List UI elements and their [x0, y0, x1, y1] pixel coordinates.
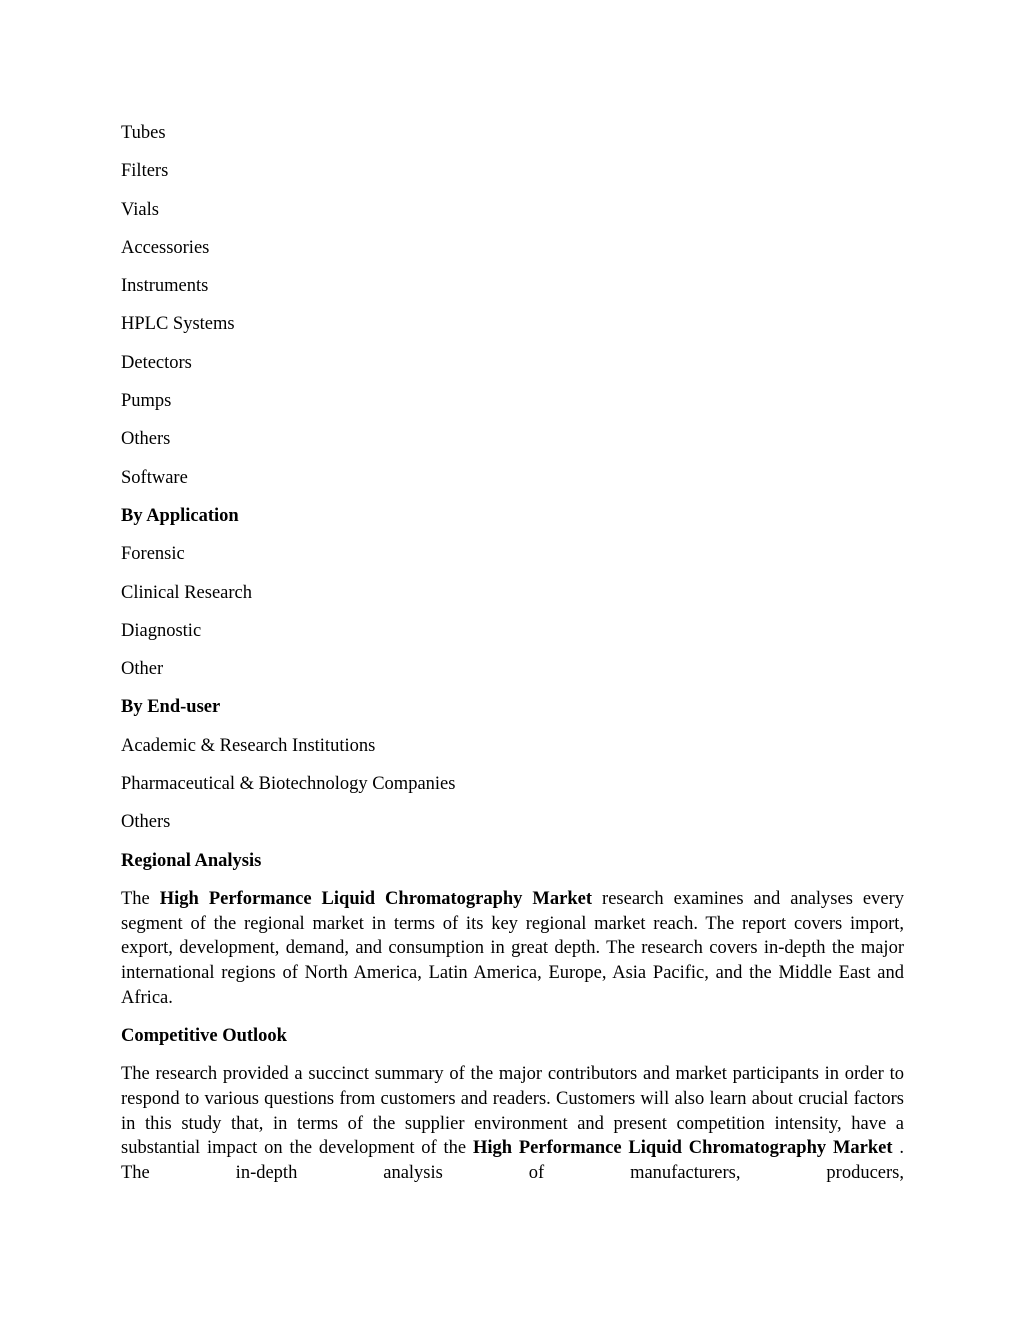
competitive-market-name: High Performance Liquid Chromatography Market	[472, 1138, 900, 1159]
list-item: Accessories	[121, 237, 210, 258]
regional-text-body: research examines and analyses every segment of the regional market in terms of its key regional market reach. The report covers import, export, development, demand, and consumption in great depth. The research covers in-depth the major international regions of North America, Latin America, Europe, Asia Pacific, and the Middle East and Africa.	[121, 888, 904, 1008]
section-heading-by-end-user: By End-user	[121, 697, 221, 718]
list-item: Others	[121, 812, 171, 833]
section-heading-regional-analysis: Regional Analysis	[121, 850, 262, 871]
list-item: Pumps	[121, 391, 172, 412]
section-heading-by-application: By Application	[121, 505, 239, 526]
list-item: Instruments	[121, 276, 209, 297]
list-item: Tubes	[121, 123, 166, 143]
competitive-text-body: The research provided a succinct summary of the major contributors and market participants in order to respond to various questions from customers and readers. Customers will also learn about crucial factors in this study that, in terms of the supplier environment and present competition intensity, have a substantial impact on the development of the	[121, 1064, 904, 1159]
list-item: HPLC Systems	[121, 314, 235, 335]
competitive-text-tail: . The in-depth analysis of manufacturers, producers,	[121, 1138, 904, 1184]
list-item: Other	[121, 659, 164, 680]
section-heading-competitive-outlook: Competitive Outlook	[121, 1026, 287, 1047]
list-item: Detectors	[121, 352, 192, 373]
regional-text-prefix: The	[121, 888, 160, 909]
list-item: Vials	[121, 199, 159, 220]
competitive-outlook-paragraph	[121, 1062, 904, 1186]
list-item: Academic & Research Institutions	[121, 735, 376, 756]
list-item: Pharmaceutical & Biotechnology Companies	[121, 774, 456, 795]
regional-market-name: High Performance Liquid Chromatography Market	[159, 888, 603, 909]
list-item: Clinical Research	[121, 582, 252, 603]
list-item: Forensic	[121, 544, 185, 565]
regional-analysis-paragraph	[121, 887, 904, 1011]
list-item: Software	[121, 467, 188, 488]
list-item: Diagnostic	[121, 620, 202, 641]
document-page	[121, 121, 904, 1199]
list-item: Others	[121, 429, 171, 450]
list-item: Filters	[121, 161, 169, 182]
